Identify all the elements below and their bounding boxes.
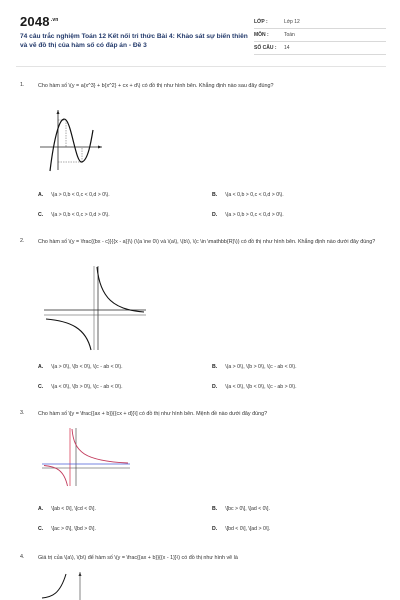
option-a[interactable] xyxy=(38,192,110,198)
hyperbola-branch-left xyxy=(46,319,91,350)
question-text: Giá trị của \(a\), \(b\) để hàm số \(y = \frac{{ax + b}}{{x - 1}}\) có đồ thị như hình vẽ là xyxy=(38,555,238,561)
option-a[interactable] xyxy=(38,506,96,512)
rational-branch xyxy=(42,574,66,598)
info-key: LỚP : xyxy=(254,19,268,25)
question-1 xyxy=(20,82,380,222)
option-d[interactable] xyxy=(212,384,297,390)
site-logo[interactable] xyxy=(20,14,59,29)
hyperbola-branch-right xyxy=(97,267,144,312)
y-axis-arrow xyxy=(79,572,82,576)
cubic-curve xyxy=(50,119,93,171)
rational-branch-left xyxy=(44,466,68,487)
info-row-class xyxy=(254,16,386,29)
question-number: 3. xyxy=(20,410,25,416)
question-number: 1. xyxy=(20,82,25,88)
logo-text: 2048 xyxy=(20,14,50,29)
info-key: SỐ CÂU : xyxy=(254,45,277,51)
rational-branch-right xyxy=(72,429,128,463)
question-3 xyxy=(20,410,380,540)
question-2 xyxy=(20,238,380,398)
option-letter: A. xyxy=(38,506,44,512)
option-c[interactable] xyxy=(38,384,123,390)
info-value: 14 xyxy=(284,45,290,51)
question-number: 2. xyxy=(20,238,25,244)
option-c[interactable] xyxy=(38,526,96,532)
option-letter: A. xyxy=(38,364,44,370)
info-key: MÔN : xyxy=(254,32,269,38)
option-letter: D. xyxy=(212,384,218,390)
cubic-graph-figure xyxy=(38,108,104,172)
question-text: Cho hàm số \(y = a{x^3} + b{x^2} + cx + d\) có đồ thị như hình bên. Khẳng định nào sau đây đúng? xyxy=(38,83,274,89)
option-letter: B. xyxy=(212,364,218,370)
logo-domain: .vn xyxy=(50,16,59,23)
option-a[interactable] xyxy=(38,364,123,370)
document-info-table xyxy=(254,16,386,55)
option-text: \(a > 0,b > 0,c < 0,d > 0\). xyxy=(225,212,284,218)
option-text: \[bd < 0\], \[ad > 0\]. xyxy=(225,526,271,532)
option-letter: D. xyxy=(212,212,218,218)
option-letter: D. xyxy=(212,526,218,532)
option-b[interactable] xyxy=(212,192,284,198)
option-text: \[bc > 0\], \[ad < 0\]. xyxy=(225,506,270,512)
option-text: \(a < 0,b > 0,c < 0,d > 0\). xyxy=(225,192,284,198)
option-c[interactable] xyxy=(38,212,110,218)
option-text: \[ab < 0\], \[cd < 0\]. xyxy=(51,506,96,512)
option-d[interactable] xyxy=(212,212,284,218)
question-text: Cho hàm số \(y = \frac{{bx - c}}{{x - a}}\) (\(a \ne 0\) và \(a\), \(b\), \(c \in \mathbb{R}\)) có đồ thị như hình bên. Khẳng định nào dưới đây đúng? xyxy=(38,239,376,245)
option-text: \(a > 0\), \(b > 0\), \(c - ab < 0\). xyxy=(225,364,297,370)
option-letter: A. xyxy=(38,192,44,198)
option-text: \[ac > 0\], \[bd > 0\]. xyxy=(51,526,96,532)
option-text: \(a < 0\), \(b > 0\), \(c - ab < 0\). xyxy=(51,384,123,390)
question-number: 4. xyxy=(20,554,25,560)
y-axis-arrow xyxy=(57,110,60,114)
question-4 xyxy=(20,554,380,600)
info-row-question-count xyxy=(254,42,386,55)
question-text: Cho hàm số \[y = \frac{{ax + b}}{{cx + d}}\] có đồ thị như hình bên. Mệnh đề nào dưới đây đúng? xyxy=(38,411,268,417)
option-letter: C. xyxy=(38,212,44,218)
option-b[interactable] xyxy=(212,506,270,512)
document-title: 74 câu trắc nghiệm Toán 12 Kết nối tri thức Bài 4: Khảo sát sự biến thiên và vẽ đồ thị của hàm số có đáp án - Đề 3 xyxy=(20,33,248,49)
hyperbola-graph-figure xyxy=(40,264,150,352)
header-divider xyxy=(16,66,386,67)
option-text: \(a > 0,b < 0,c > 0,d > 0\). xyxy=(51,212,110,218)
option-letter: B. xyxy=(212,192,218,198)
rational-graph-figure xyxy=(40,426,132,488)
option-letter: C. xyxy=(38,384,44,390)
option-text: \(a < 0\), \(b < 0\), \(c - ab > 0\). xyxy=(225,384,297,390)
x-axis-arrow xyxy=(98,146,102,149)
info-value: Lớp 12 xyxy=(284,19,300,25)
option-letter: C. xyxy=(38,526,44,532)
document-header xyxy=(16,12,386,64)
option-text: \(a > 0\), \(b < 0\), \(c - ab < 0\). xyxy=(51,364,123,370)
info-row-subject xyxy=(254,29,386,42)
option-d[interactable] xyxy=(212,526,270,532)
option-letter: B. xyxy=(212,506,218,512)
option-text: \(a > 0,b < 0,c < 0,d > 0\). xyxy=(51,192,110,198)
info-value: Toán xyxy=(284,32,295,38)
option-b[interactable] xyxy=(212,364,297,370)
rational-graph-figure-partial xyxy=(40,572,110,600)
